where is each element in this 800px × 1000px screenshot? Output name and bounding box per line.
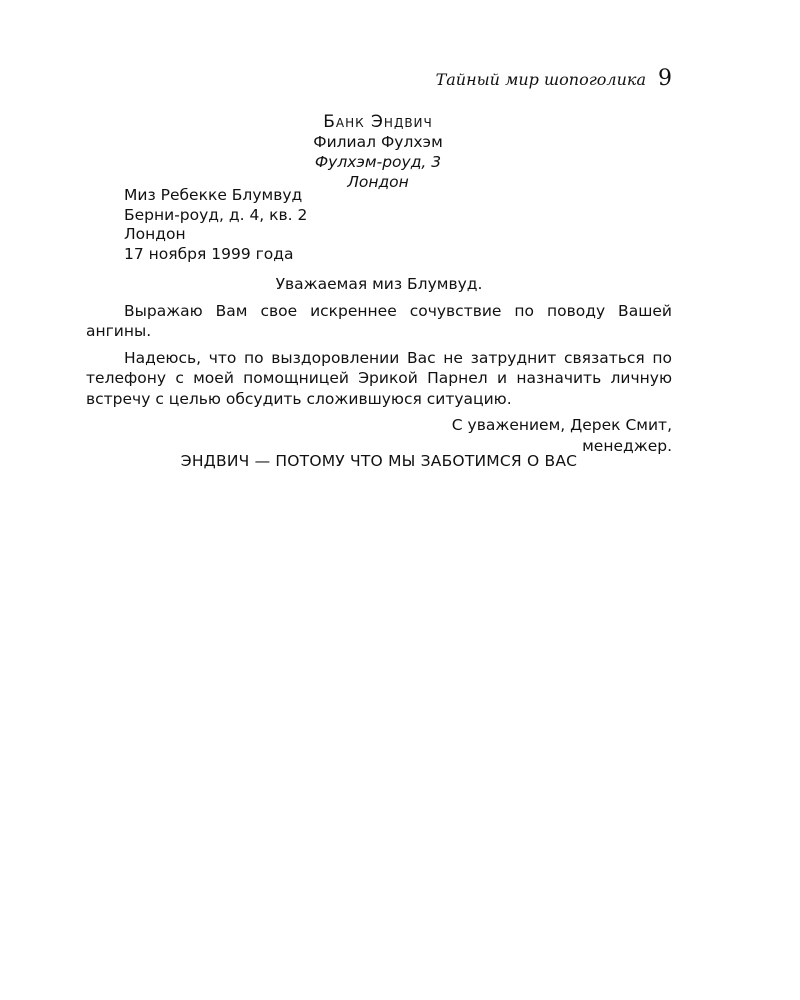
letter-date: 17 ноября 1999 года: [124, 244, 294, 263]
running-title: Тайный мир шопоголика: [435, 70, 646, 89]
bank-slogan: ЭНДВИЧ — ПОТОМУ ЧТО МЫ ЗАБОТИМСЯ О ВАС: [180, 452, 578, 470]
signoff-title: менеджер.: [582, 436, 672, 455]
recipient-street: Берни-роуд, д. 4, кв. 2: [124, 205, 308, 224]
paragraph: Надеюсь, что по выздоровлении Вас не затруднит связаться по телефону с моей помощницей Эрикой Парнел и назначить личную встречу с целью обсудить сложившуюся ситуацию.: [86, 348, 672, 408]
recipient-city: Лондон: [124, 225, 186, 243]
bank-street: Фулхэм-роуд, 3: [314, 153, 442, 171]
running-head: [436, 66, 672, 91]
bank-name: Банк Эндвич: [323, 112, 433, 132]
recipient-name: Миз Ребекке Блумвуд: [124, 186, 303, 204]
bank-branch: Филиал Фулхэм: [313, 133, 443, 151]
page-number: 9: [658, 66, 672, 91]
recipient-address: [124, 186, 307, 264]
bank-letterhead: [220, 112, 536, 192]
bank-city: Лондон: [347, 173, 409, 191]
paragraph: Выражаю Вам свое искреннее сочувствие по поводу Вашей ангины.: [86, 301, 672, 340]
salutation: Уважаемая миз Блумвуд.: [275, 275, 483, 293]
signoff-name: С уважением, Дерек Смит,: [451, 416, 672, 434]
letter-body: [86, 274, 672, 456]
